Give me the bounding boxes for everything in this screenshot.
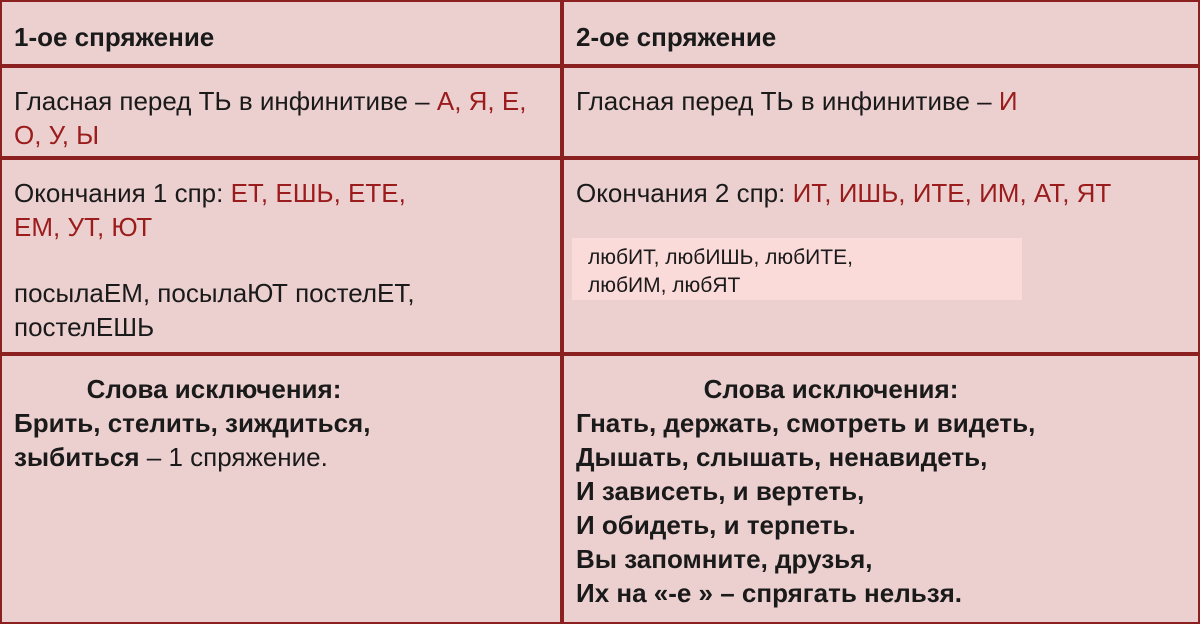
first-exceptions-suffix: – 1 спряжение.	[139, 442, 328, 472]
first-exceptions	[0, 354, 562, 624]
second-vowel-prefix: Гласная перед ТЬ в инфинитиве –	[576, 86, 999, 116]
second-exceptions-title: Слова исключения:	[703, 374, 959, 404]
first-endings-examples: посылаЕМ, посылаЮТ постелЕТ, постелЕШЬ	[14, 278, 415, 342]
header-second-conjugation	[562, 0, 1200, 66]
first-vowel-letters: А, Я, Е, О, У, Ы	[14, 86, 527, 150]
header-first-conjugation	[0, 0, 562, 66]
second-endings-examples-box	[572, 238, 1022, 300]
first-exceptions-words: Брить, стелить, зиждиться, зыбиться	[14, 408, 371, 472]
second-endings-list: ИТ, ИШЬ, ИТЕ, ИМ, АТ, ЯТ	[792, 178, 1112, 208]
second-vowel-letters: И	[998, 86, 1018, 116]
second-examples-line-2: любИМ, любЯТ	[588, 274, 741, 297]
second-exceptions-line-5: Вы запомните, друзья,	[576, 544, 873, 574]
first-exceptions-body	[14, 406, 434, 474]
first-endings	[0, 158, 562, 354]
second-exceptions-line-2: Дышать, слышать, ненавидеть,	[576, 442, 988, 472]
first-endings-prefix: Окончания 1 спр:	[14, 178, 231, 208]
first-exceptions-title: Слова исключения:	[86, 374, 342, 404]
second-endings-prefix: Окончания 2 спр:	[576, 178, 793, 208]
header-first-conjugation-text: 1-ое спряжение	[14, 22, 215, 52]
header-second-conjugation-text: 2-ое спряжение	[576, 22, 777, 52]
second-exceptions-line-3: И зависеть, и вертеть,	[576, 476, 865, 506]
first-vowel-rule	[0, 66, 562, 158]
second-endings-line	[576, 176, 1186, 210]
second-exceptions-line-4: И обидеть, и терпеть.	[576, 510, 856, 540]
second-exceptions-line-6: Их на «-е » – спрягать нельзя.	[576, 578, 963, 608]
first-vowel-prefix: Гласная перед ТЬ в инфинитиве –	[14, 86, 437, 116]
second-vowel-rule	[562, 66, 1200, 158]
second-exceptions	[562, 354, 1200, 624]
second-endings	[562, 158, 1200, 354]
first-endings-line	[14, 176, 414, 244]
first-endings-list: ЕТ, ЕШЬ, ЕТЕ, ЕМ, УТ, ЮТ	[14, 178, 406, 242]
second-exceptions-line-1: Гнать, держать, смотреть и видеть,	[576, 408, 1036, 438]
second-examples-line-1: любИТ, любИШЬ, любИТЕ,	[588, 246, 853, 269]
